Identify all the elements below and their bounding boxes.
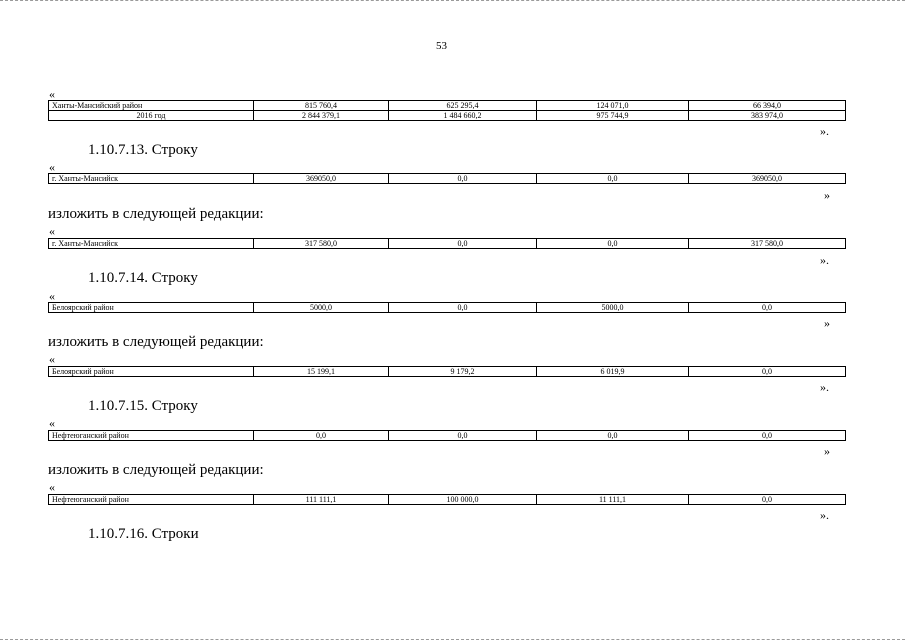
cell-value: 0,0 [254, 431, 389, 441]
page-number: 53 [436, 40, 447, 52]
table-row-13-old [48, 173, 846, 184]
cell-value: 66 394,0 [689, 101, 846, 111]
cell-value: 369050,0 [254, 174, 389, 184]
open-quote: « [49, 352, 55, 366]
table-row-15-new [48, 494, 846, 505]
cell-value: 5000,0 [537, 303, 689, 313]
replace-phrase: изложить в следующей редакции: [48, 334, 264, 350]
open-quote: « [49, 416, 55, 430]
close-quote: ». [820, 253, 829, 267]
section-heading: 1.10.7.14. Строку [88, 270, 198, 286]
close-quote: » [824, 316, 830, 330]
cell-value: 124 071,0 [537, 101, 689, 111]
table-row [49, 367, 846, 377]
table-row [49, 174, 846, 184]
table-row-15-old [48, 430, 846, 441]
cell-value: 625 295,4 [389, 101, 537, 111]
open-quote: « [49, 480, 55, 494]
cell-label: 2016 год [49, 111, 254, 121]
table-top [48, 100, 846, 121]
cell-value: 383 974,0 [689, 111, 846, 121]
close-quote: ». [820, 380, 829, 394]
cell-value: 11 111,1 [537, 495, 689, 505]
cell-value: 317 580,0 [689, 239, 846, 249]
section-heading: 1.10.7.15. Строку [88, 398, 198, 414]
close-quote: » [824, 188, 830, 202]
cell-value: 975 744,9 [537, 111, 689, 121]
close-quote: ». [820, 124, 829, 138]
table-row [49, 111, 846, 121]
open-quote: « [49, 289, 55, 303]
table-row [49, 101, 846, 111]
cell-value: 15 199,1 [254, 367, 389, 377]
cell-value: 0,0 [537, 239, 689, 249]
open-quote: « [49, 87, 55, 101]
cell-label: Белоярский район [49, 303, 254, 313]
open-quote: « [49, 224, 55, 238]
cell-label: Нефтеюганский район [49, 495, 254, 505]
open-quote: « [49, 160, 55, 174]
close-quote: » [824, 444, 830, 458]
replace-phrase: изложить в следующей редакции: [48, 462, 264, 478]
cell-value: 6 019,9 [537, 367, 689, 377]
cell-value: 0,0 [689, 495, 846, 505]
table-row [49, 431, 846, 441]
section-heading: 1.10.7.13. Строку [88, 142, 198, 158]
cell-value: 0,0 [389, 239, 537, 249]
cell-value: 1 484 660,2 [389, 111, 537, 121]
cell-value: 317 580,0 [254, 239, 389, 249]
cell-value: 0,0 [389, 174, 537, 184]
cell-value: 5000,0 [254, 303, 389, 313]
cell-value: 0,0 [389, 303, 537, 313]
scan-edge-top [0, 0, 905, 7]
cell-value: 0,0 [537, 174, 689, 184]
cell-label: Ханты-Мансийский район [49, 101, 254, 111]
table-row-14-new [48, 366, 846, 377]
table-row-13-new [48, 238, 846, 249]
cell-value: 100 000,0 [389, 495, 537, 505]
table-row-14-old [48, 302, 846, 313]
section-heading: 1.10.7.16. Строки [88, 526, 199, 542]
cell-value: 0,0 [537, 431, 689, 441]
cell-value: 9 179,2 [389, 367, 537, 377]
replace-phrase: изложить в следующей редакции: [48, 206, 264, 222]
table-row [49, 303, 846, 313]
cell-label: Белоярский район [49, 367, 254, 377]
table-row [49, 239, 846, 249]
cell-label: Нефтеюганский район [49, 431, 254, 441]
scan-edge-bottom [0, 633, 905, 640]
cell-label: г. Ханты-Мансийск [49, 174, 254, 184]
cell-value: 111 111,1 [254, 495, 389, 505]
cell-value: 2 844 379,1 [254, 111, 389, 121]
cell-value: 0,0 [689, 367, 846, 377]
cell-value: 0,0 [689, 303, 846, 313]
cell-value: 0,0 [689, 431, 846, 441]
cell-value: 369050,0 [689, 174, 846, 184]
close-quote: ». [820, 508, 829, 522]
table-row [49, 495, 846, 505]
cell-value: 0,0 [389, 431, 537, 441]
cell-value: 815 760,4 [254, 101, 389, 111]
cell-label: г. Ханты-Мансийск [49, 239, 254, 249]
